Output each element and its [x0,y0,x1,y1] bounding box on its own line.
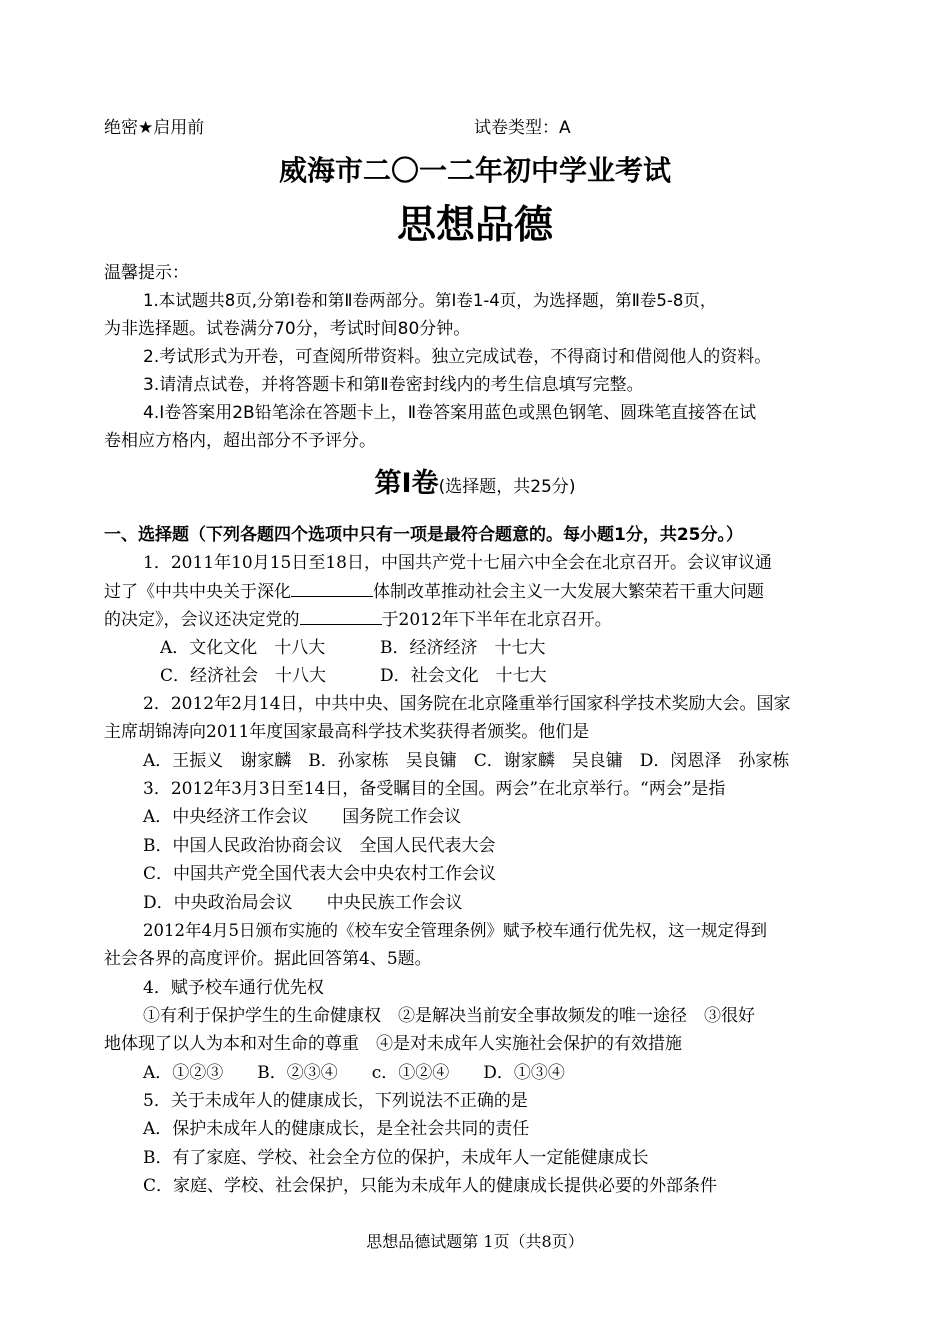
q1-stem: 1．2011年10月15日至18日，中国共产党十七届六中全会在北京召开。会议审议通 [143,553,772,573]
notice-line: 为非选择题。试卷满分70分，考试时间80分钟。 [104,319,471,339]
q5-option-b: B．有了家庭、学校、社会全方位的保护，未成年人一定能健康成长 [143,1148,649,1168]
notice-line: 3.请清点试卷，并将答题卡和第Ⅱ卷密封线内的考生信息填写完整。 [143,375,644,395]
notice-label: 温馨提示： [104,263,189,283]
section-subtitle: (选择题，共25分) [438,477,576,497]
notice-line: 2.考试形式为开卷，可查阅所带资料。独立完成试卷，不得商讨和借阅他人的资料。 [143,347,772,367]
q1-option-b-text: B．经济经济 十七大 [380,638,546,658]
q3-option-b: B．中国人民政治协商会议 全国人民代表大会 [143,836,496,856]
q1-option-d: D．社会文化 十七大 [380,666,547,686]
notice-line: 卷相应方格内，超出部分不予评分。 [104,431,376,451]
answer-blank [300,608,382,625]
q4-stem: 4．赋予校车通行优先权 [143,978,324,998]
q1-option-c: C．经济社会 十八大 [160,666,327,686]
material-text: 社会各界的高度评价。据此回答第4、5题。 [104,949,432,969]
q5-option-a: A．保护未成年人的健康成长，是全社会共同的责任 [143,1119,530,1139]
section-title: 第Ⅰ卷 [374,468,439,499]
q2-stem: 主席胡锦涛向2011年度国家最高科学技术奖获得者颁奖。他们是 [104,722,590,742]
exam-title: 威海市二〇一二年初中学业考试 [278,154,671,187]
answer-blank [291,580,373,597]
q5-stem: 5．关于未成年人的健康成长，下列说法不正确的是 [143,1091,528,1111]
q4-statements: ①有利于保护学生的生命健康权 ②是解决当前安全事故频发的唯一途径 ③很好 [143,1006,755,1026]
q1-text: 过了《中共中央关于深化 [104,582,291,602]
section-instruction: 一、选择题（下列各题四个选项中只有一项是最符合题意的。每小题1分，共25分。） [104,525,743,545]
q1-option-b [380,637,546,659]
section-heading [0,466,950,505]
q2-options: A．王振义 谢家麟 B．孙家栋 吴良镛 C．谢家麟 吴良镛 D．闵恩泽 孙家栋 [143,751,790,771]
q1-text: 的决定》，会议还决定党的 [104,610,300,630]
notice-line: 1.本试题共8页,分第Ⅰ卷和第Ⅱ卷两部分。第Ⅰ卷1-4页，为选择题，第Ⅱ卷5-8页， [143,291,717,310]
q3-stem: 3．2012年3月3日至14日，备受瞩目的全国。两会”在北京举行。“两会”是指 [143,779,726,799]
notice-line: 4.Ⅰ卷答案用2B铅笔涂在答题卡上，Ⅱ卷答案用蓝色或黑色钢笔、圆珠笔直接答在试 [143,403,757,423]
paper-type-label: 试卷类型：A [474,118,571,138]
q1-text: 于2012年下半年在北京召开。 [381,610,612,630]
q5-option-c: C．家庭、学校、社会保护，只能为未成年人的健康成长提供必要的外部条件 [143,1176,718,1196]
q3-option-c: C．中国共产党全国代表大会中央农村工作会议 [143,864,497,884]
secrecy-label: 绝密★启用前 [104,118,205,138]
q4-statements: 地体现了以人为本和对生命的尊重 ④是对未成年人实施社会保护的有效措施 [104,1034,682,1054]
q3-option-d: D．中央政治局会议 中央民族工作会议 [143,893,463,913]
q3-option-a: A．中央经济工作会议 国务院工作会议 [143,807,462,827]
q1-option-a: A．文化文化 十八大 [160,638,326,658]
q1-stem [104,608,612,631]
material-text: 2012年4月5日颁布实施的《校车安全管理条例》赋予校车通行优先权，这一规定得到 [143,921,767,940]
subject-title: 思想品德 [396,203,553,248]
q1-text: 体制改革推动社会主义一大发展大繁荣若干重大问题 [373,582,764,602]
q4-options: A．①②③ B．②③④ c．①②④ D．①③④ [143,1063,565,1083]
page-footer: 思想品德试题第 1页（共8页） [366,1232,584,1251]
q2-stem: 2．2012年2月14日，中共中央、国务院在北京隆重举行国家科学技术奖励大会。国家 [143,694,791,714]
q1-stem [104,580,764,603]
